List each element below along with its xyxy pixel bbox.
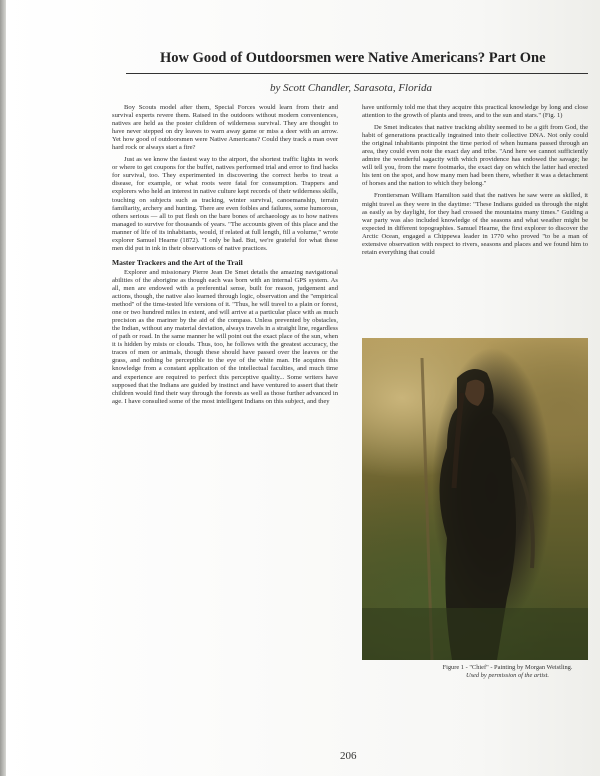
painting-figure: [362, 338, 588, 660]
section-subheading: Master Trackers and the Art of the Trail: [112, 257, 243, 267]
paragraph: Frontiersman William Hamilton said that the natives he saw were as skilled, it might travel as they were in the daytime: "These Indians guided us through the night as easily as by daylight, for they had crossed the mountains many times." Guiding a war party was also included knowledge of the seasons and what weather might be expected in different topographies. Samuel Hearne, the first explorer to discover the Arctic Ocean, engaged a Chippewa leader in 1770 who proved "to be a man of extensive observation with respect to rivers, seasons and places and we found him to retain everything that could: [362, 192, 588, 256]
native-warrior-painting: [362, 338, 588, 660]
paragraph: have uniformly told me that they acquire this practical knowledge by long and close attention to the growth of plants and trees, and to the sun and stars." (Fig. 1): [362, 104, 588, 120]
caption-text: Figure 1 - "Chief" - Painting by Morgan Weistling.: [442, 664, 573, 671]
article-byline: by Scott Chandler, Sarasota, Florida: [270, 82, 432, 94]
page-number: 206: [340, 750, 357, 762]
article-title: How Good of Outdoorsmen were Native Americans? Part One: [160, 50, 546, 66]
paragraph: Just as we know the fastest way to the airport, the shortest traffic lights in work or where to get coupons for the buffet, natives performed trial and error to find hacks for survival, too. They experimented in discovering the correct herbs to treat a disease, for example, or what roots were fatal for consumption. Trappers and explorers who held an interest in native culture kept records of their wilderness skills, touching on subjects such as tracking, winter survival, canoemanship, terrain familiarity, archery and hunting. There are even foibles and failures, some humorous, others serious — all to put flesh on the bare bones of archaeology as to how natives managed to survive for thousands of years. "The accounts given of this place and the manner of life of its inhabitants, would, if related at full length, fill a volume," wrote explorer Samuel Hearne (1872). "I only be had. But, we're grateful for what these men did put in ink in their observations of native practices.: [112, 156, 338, 252]
title-divider: [126, 73, 588, 74]
right-text-column: [362, 104, 588, 332]
paragraph: De Smet indicates that native tracking ability seemed to be a gift from God, the habit of generations practically ingrained into their collective DNA. Not only could the original inhabitants pinpoint the time period of when humans passed through an area, they could even note the exact day and tribe. "And here we cannot sufficiently admire the wonderful sagacity with which providence has endowed the savage; he will tell you, from the mere footmarks, the exact day on which the latter had erected his tent on the spot, and how many men had been there, whether it was a detachment of horses and the nation to which they belong.": [362, 124, 588, 188]
caption-credit: Used by permission of the artist.: [465, 672, 550, 679]
paragraph: Boy Scouts model after them, Special Forces would learn from their and survival experts revere them. Raised in the outdoors without modern conveniences, natives are held as the poster children of wilderness survival. They are thought to have never stepped on dry leaves to warn away game or miss a deer with an arrow. Yet how good of outdoorsmen were Native Americans? Could they track a man over hard rock or always start a fire?: [112, 104, 338, 152]
paragraph: Explorer and missionary Pierre Jean De Smet details the amazing navigational abilities of the aborigine as though each was born with an internal GPS system. As all, men are endowed with a preferential sense, built for reason, judgement and actions, though, the native also learned through logic, observation and the "empirical method" of the time-tested life versions of it. "Thus, he will travel to a plain or forest, one or two hundred miles in extent, and will arrive at a particular place with as much precision as the mariner by the aid of the compass. Unless prevented by obstacles, the Indian, without any material deviation, always travels in a straight line, regardless of path or road. In the same manner he will point out the exact place of the sun, when it is hidden by mists or clouds. Thus, too, he follows with the greatest accuracy, the traces of men or animals, though these should have passed over the leaves or the grass, and nothing be perceptible to the eye of the white man. He acquires this knowledge from a constant application of the intellectual faculties, and much time and experience are required to perfect this perceptive quality... Some writers have supposed that the Indians are guided by instinct and have ventured to assert that their children would find their way through the forests as well as those further advanced in age. I have consulted some of the most intelligent Indians on this subject, and they: [112, 268, 338, 405]
left-text-column: [112, 104, 338, 736]
page-binding-shadow: [0, 0, 6, 776]
figure-caption: [420, 664, 595, 680]
